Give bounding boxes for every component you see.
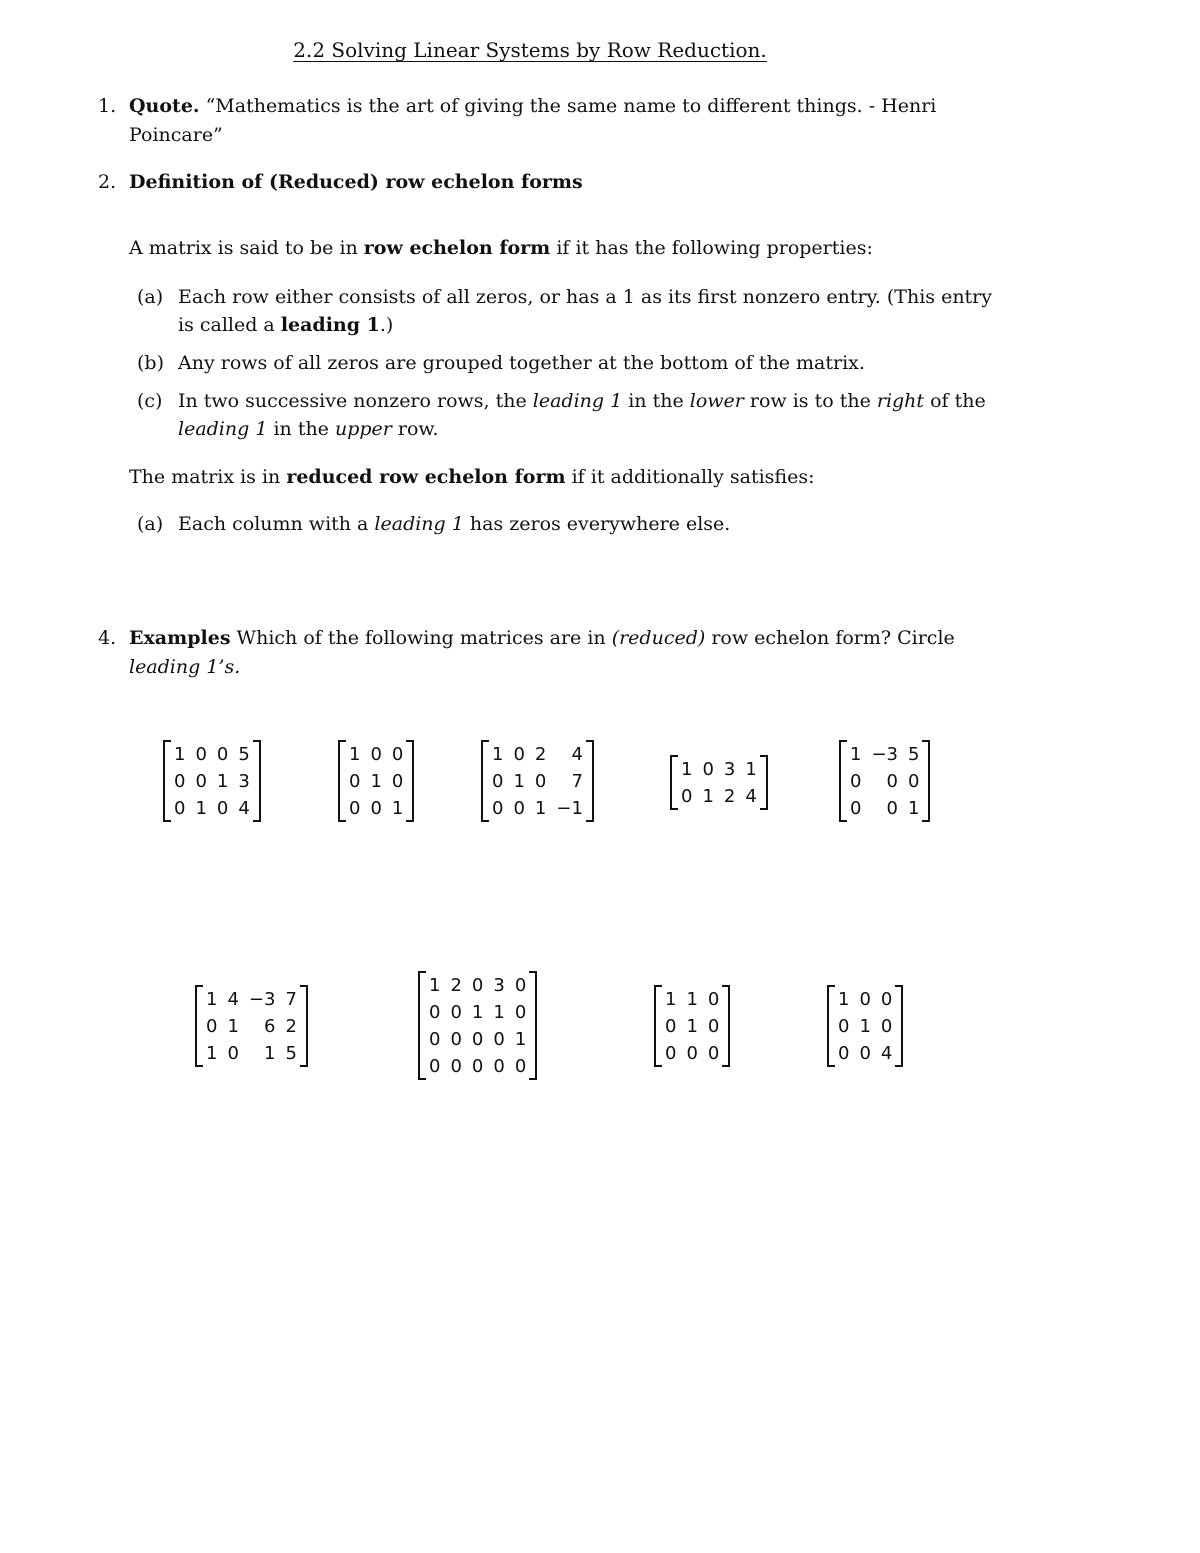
matrix-entry: 1 — [195, 798, 207, 819]
matrix-entry: 1 — [264, 1043, 276, 1064]
matrix-entry: 0 — [370, 744, 382, 765]
matrix-entry: 0 — [206, 1016, 218, 1037]
matrix-entry: 0 — [908, 771, 920, 792]
matrix-entry: 1 — [702, 786, 714, 807]
matrix-row — [660, 1013, 724, 1040]
matrix-entry: 0 — [370, 798, 382, 819]
left-bracket — [827, 985, 835, 1067]
matrix-entry: 0 — [514, 975, 527, 996]
left-bracket — [654, 985, 662, 1067]
left-bracket — [338, 740, 346, 822]
right-bracket — [722, 985, 730, 1067]
matrix-entry: 1 — [745, 759, 757, 780]
matrix-row — [201, 1040, 302, 1067]
matrix-entry: 4 — [880, 1043, 893, 1064]
matrix-entry: 0 — [391, 771, 404, 792]
matrix-row — [660, 1040, 724, 1067]
matrix-entry: 1 — [838, 989, 850, 1010]
matrix-entry: 0 — [838, 1016, 850, 1037]
right-bracket — [922, 740, 930, 822]
matrix-row — [845, 768, 924, 795]
matrix-row — [424, 1053, 531, 1080]
matrix-row — [201, 1013, 302, 1040]
right-bracket — [406, 740, 414, 822]
right-bracket — [760, 755, 768, 810]
matrix-entry: 4 — [745, 786, 757, 807]
matrix-entry: 5 — [285, 1043, 297, 1064]
matrix-entry: 0 — [665, 1043, 677, 1064]
item-number: 2. — [98, 171, 117, 193]
matrix-entry: 3 — [238, 771, 250, 792]
matrix-row — [845, 795, 924, 822]
matrix-entry: 0 — [707, 1016, 720, 1037]
matrix-entry: 0 — [429, 1002, 441, 1023]
matrix-entry: 2 — [450, 975, 462, 996]
definition-item — [98, 168, 998, 197]
matrix-row — [169, 768, 255, 795]
left-bracket — [839, 740, 847, 822]
quote-item — [98, 92, 998, 150]
examples-label: Examples — [129, 627, 231, 649]
ref-property-a: (a) Each row either consists of all zeros, or has a 1 as its first nonzero entry. (This entry is called a leading 1.) — [137, 286, 993, 336]
matrix-entry: 0 — [450, 1002, 462, 1023]
matrix-entry: 1 — [216, 771, 229, 792]
matrix-entry: 0 — [859, 1043, 871, 1064]
matrix-entry: 0 — [838, 1043, 850, 1064]
matrix-9 — [827, 985, 903, 1067]
matrix-row — [424, 1026, 531, 1053]
matrix-entry: 0 — [429, 1029, 441, 1050]
matrix-8 — [654, 985, 730, 1067]
matrix-entry: 1 — [370, 771, 382, 792]
matrix-row — [424, 972, 531, 999]
matrix-row — [344, 741, 408, 768]
matrix-entry: 1 — [908, 798, 920, 819]
matrix-entry: 3 — [723, 759, 736, 780]
item-number: 1. — [98, 95, 117, 117]
matrix-entry: 0 — [450, 1029, 462, 1050]
matrix-entry: 0 — [429, 1056, 441, 1077]
matrix-entry: 0 — [702, 759, 714, 780]
matrix-entry: 1 — [513, 771, 525, 792]
matrix-entry: 1 — [859, 1016, 871, 1037]
matrix-entry: 0 — [514, 1002, 527, 1023]
matrix-entry: 0 — [707, 989, 720, 1010]
matrix-entry: 6 — [264, 1016, 276, 1037]
matrix-entry: 0 — [492, 798, 504, 819]
matrix-entry: 0 — [471, 1029, 484, 1050]
matrix-entry: 0 — [471, 1056, 484, 1077]
matrix-entry: 1 — [206, 989, 218, 1010]
matrix-entry: 0 — [450, 1056, 462, 1077]
matrix-entry: 0 — [349, 771, 361, 792]
matrix-entry: 0 — [195, 771, 207, 792]
matrix-entry: 0 — [493, 1056, 505, 1077]
matrix-entry: 1 — [850, 744, 862, 765]
matrix-2 — [338, 740, 414, 822]
matrix-entry: 0 — [886, 798, 898, 819]
matrix-entry: 1 — [665, 989, 677, 1010]
matrix-row — [845, 741, 924, 768]
matrix-3 — [481, 740, 594, 822]
matrix-entry: 7 — [571, 771, 583, 792]
matrix-entry: 4 — [238, 798, 250, 819]
matrix-row — [169, 795, 255, 822]
matrix-entry: 2 — [723, 786, 736, 807]
right-bracket — [529, 971, 537, 1080]
matrix-row — [344, 768, 408, 795]
matrix-entry: 3 — [493, 975, 505, 996]
matrix-entry: −1 — [556, 798, 583, 819]
matrix-entry: 0 — [513, 744, 525, 765]
matrix-entry: 7 — [285, 989, 297, 1010]
matrix-entry: 1 — [206, 1043, 218, 1064]
matrix-entry: 0 — [686, 1043, 698, 1064]
right-bracket — [586, 740, 594, 822]
matrix-entry: 1 — [349, 744, 361, 765]
matrix-entry: 0 — [471, 975, 484, 996]
matrix-entry: 0 — [886, 771, 898, 792]
matrix-6 — [195, 985, 308, 1067]
matrix-row — [660, 986, 724, 1013]
matrix-entry: 1 — [534, 798, 547, 819]
matrix-entry: 0 — [513, 798, 525, 819]
right-bracket — [895, 985, 903, 1067]
ref-property-c: (c) In two successive nonzero rows, the leading 1 in the lower row is to the right of the leading 1 in the upper row. — [137, 390, 986, 440]
matrix-entry: 0 — [227, 1043, 239, 1064]
matrix-entry: 0 — [349, 798, 361, 819]
matrix-row — [676, 783, 762, 810]
right-bracket — [253, 740, 261, 822]
matrix-entry: 1 — [514, 1029, 527, 1050]
matrix-entry: 0 — [391, 744, 404, 765]
matrix-entry: −3 — [871, 744, 898, 765]
matrix-row — [676, 756, 762, 783]
matrix-row — [833, 1040, 897, 1067]
matrix-entry: 1 — [174, 744, 186, 765]
rref-property-a: (a) Each column with a leading 1 has zeros everywhere else. — [137, 513, 731, 535]
matrix-entry: 0 — [216, 798, 229, 819]
matrix-entry: 1 — [471, 1002, 484, 1023]
matrix-entry: 0 — [492, 771, 504, 792]
matrix-4 — [670, 755, 768, 810]
matrix-entry: 2 — [285, 1016, 297, 1037]
matrix-entry: 1 — [686, 989, 698, 1010]
matrix-row — [487, 741, 588, 768]
page-title: 2.2 Solving Linear Systems by Row Reduction. — [293, 38, 767, 62]
ref-intro: A matrix is said to be in row echelon form if it has the following properties: — [129, 237, 873, 259]
matrix-entry: 0 — [859, 989, 871, 1010]
matrix-entry: 0 — [850, 798, 862, 819]
left-bracket — [418, 971, 426, 1080]
matrix-entry: 1 — [493, 1002, 505, 1023]
matrix-entry: 0 — [216, 744, 229, 765]
matrix-entry: 0 — [707, 1043, 720, 1064]
matrix-entry: 0 — [174, 798, 186, 819]
matrix-row — [424, 999, 531, 1026]
matrix-entry: 1 — [227, 1016, 239, 1037]
matrix-entry: 1 — [681, 759, 693, 780]
matrix-row — [201, 986, 302, 1013]
matrix-entry: 0 — [880, 989, 893, 1010]
matrix-entry: 0 — [174, 771, 186, 792]
matrix-7 — [418, 971, 537, 1080]
examples-item: 4. Examples Which of the following matrices are in (reduced) row echelon form? Circle leading 1’s. — [98, 624, 998, 682]
matrix-row — [169, 741, 255, 768]
matrix-entry: 0 — [493, 1029, 505, 1050]
left-bracket — [195, 985, 203, 1067]
matrix-entry: 0 — [534, 771, 547, 792]
matrix-entry: 1 — [492, 744, 504, 765]
matrix-entry: 1 — [429, 975, 441, 996]
matrix-entry: 4 — [571, 744, 583, 765]
left-bracket — [670, 755, 678, 810]
matrix-1 — [163, 740, 261, 822]
matrix-entry: 2 — [534, 744, 547, 765]
left-bracket — [163, 740, 171, 822]
right-bracket — [300, 985, 308, 1067]
quote-text: “Mathematics is the art of giving the same name to different things. - Henri Poincare” — [129, 95, 937, 146]
item-number: 4. — [98, 627, 117, 649]
matrix-entry: −3 — [248, 989, 276, 1010]
matrix-entry: 0 — [195, 744, 207, 765]
definition-heading: Definition of (Reduced) row echelon forms — [129, 171, 583, 193]
matrix-entry: 1 — [391, 798, 404, 819]
matrix-row — [487, 795, 588, 822]
ref-property-b: (b) Any rows of all zeros are grouped together at the bottom of the matrix. — [137, 352, 865, 374]
matrix-entry: 0 — [514, 1056, 527, 1077]
matrix-entry: 5 — [238, 744, 250, 765]
matrix-entry: 0 — [850, 771, 862, 792]
matrix-row — [833, 1013, 897, 1040]
matrix-entry: 0 — [681, 786, 693, 807]
matrix-5 — [839, 740, 930, 822]
matrix-entry: 1 — [686, 1016, 698, 1037]
matrix-row — [833, 986, 897, 1013]
matrix-entry: 0 — [880, 1016, 893, 1037]
matrix-row — [487, 768, 588, 795]
quote-label: Quote. — [129, 95, 200, 117]
left-bracket — [481, 740, 489, 822]
matrix-entry: 5 — [908, 744, 920, 765]
matrix-entry: 4 — [227, 989, 239, 1010]
matrix-row — [344, 795, 408, 822]
matrix-entry: 0 — [665, 1016, 677, 1037]
rref-intro: The matrix is in reduced row echelon form if it additionally satisfies: — [129, 466, 815, 488]
